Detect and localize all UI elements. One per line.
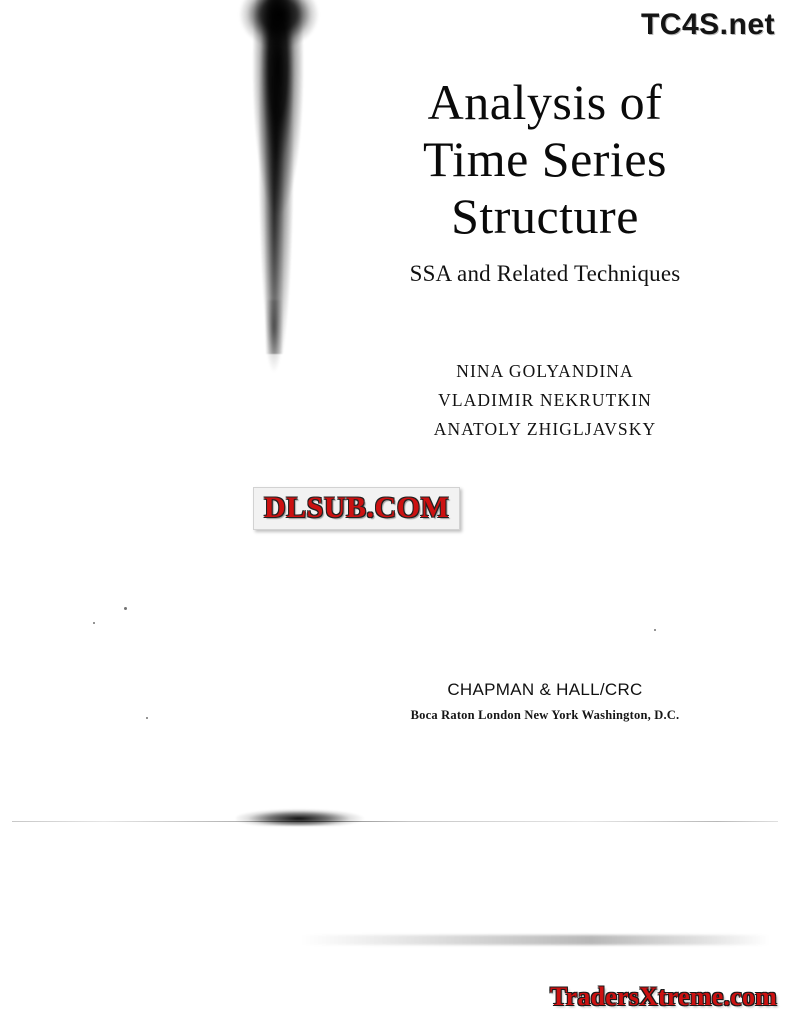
scan-speck — [93, 622, 95, 624]
scan-smudge-top — [236, 0, 322, 60]
author-3: ANATOLY ZHIGLJAVSKY — [433, 419, 657, 439]
scan-speck — [146, 717, 148, 719]
publisher-cities: Boca Raton London New York Washington, D.C. — [410, 708, 680, 722]
watermark-dlsub-label: DLSUB.COM — [264, 491, 450, 524]
watermark-dlsub — [253, 487, 460, 530]
scan-smudge-tail — [244, 300, 304, 390]
watermark-tradersxtreme: TradersXtreme.com — [550, 982, 777, 1011]
title-line-1: Analysis of — [427, 74, 663, 130]
author-list — [330, 357, 760, 444]
scan-smudge-streak — [232, 0, 328, 354]
book-title-block — [330, 74, 760, 287]
title-line-2: Time Series — [423, 131, 667, 187]
publisher-block — [330, 680, 760, 723]
author-2: VLADIMIR NEKRUTKIN — [438, 390, 652, 410]
watermark-tc4s: TC4S.net — [640, 8, 775, 41]
publisher-name: CHAPMAN & HALL/CRC — [447, 680, 643, 699]
title-line-3: Structure — [451, 188, 639, 244]
scan-bottom-smear — [300, 935, 770, 945]
scan-speck — [124, 607, 127, 610]
book-subtitle: SSA and Related Techniques — [409, 261, 681, 286]
author-1: NINA GOLYANDINA — [456, 361, 634, 381]
scan-page-edge-line — [12, 821, 778, 822]
scan-speck — [654, 629, 656, 631]
